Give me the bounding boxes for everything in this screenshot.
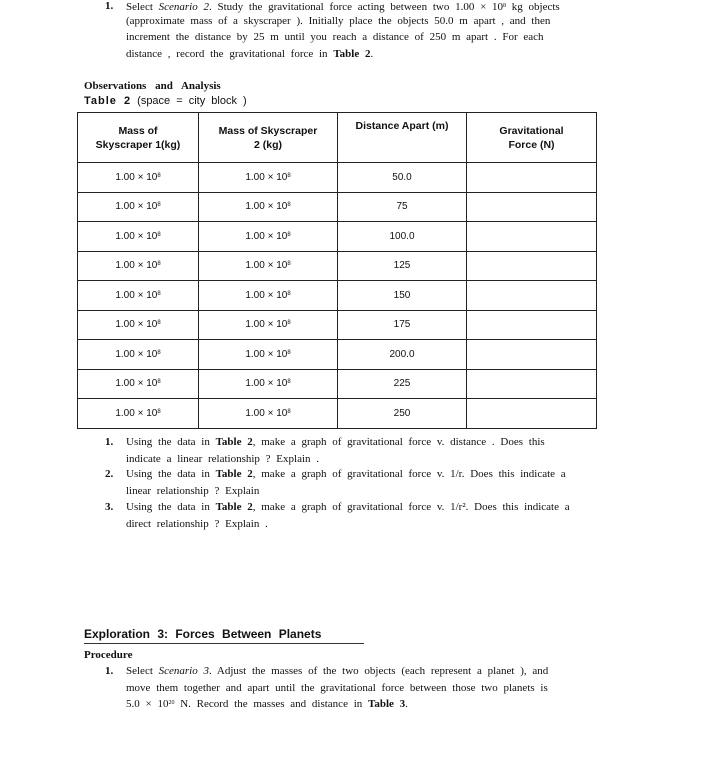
force-cell[interactable] (467, 310, 597, 340)
mass-1-cell: $1.00 \times 10^8$ (78, 340, 199, 370)
table-header-row (78, 113, 597, 163)
question-line: Using the data in Table 2, make a graph of gravitational force v. 1/r². Does this indicate a (126, 501, 570, 513)
force-cell[interactable] (467, 340, 597, 370)
step-line: move them together and apart until the gravitational force between those two planets is (126, 682, 548, 694)
question-line: Using the data in Table 2, make a graph of gravitational force v. 1/r. Does this indicate a (126, 468, 566, 480)
header-distance: Distance Apart (m) (338, 113, 467, 163)
question-line: indicate a linear relationship ? Explain . (126, 453, 320, 465)
exploration-3-title: Exploration 3: Forces Between Planets (84, 627, 322, 641)
observations-heading: Observations and Analysis (84, 80, 221, 92)
distance-cell: 150 (338, 281, 467, 311)
table-row (78, 222, 597, 252)
step-line: Select Scenario 3. Adjust the masses of the two objects (each represent a planet ), and (126, 665, 549, 677)
table-2 (77, 112, 597, 429)
distance-cell: 125 (338, 251, 467, 281)
mass-2-cell: $1.00 \times 10^8$ (199, 369, 338, 399)
table-row (78, 281, 597, 311)
force-cell[interactable] (467, 399, 597, 429)
step-number: 1. (105, 0, 114, 12)
step-line: Select Scenario 2. Study the gravitational force acting between two $1.00 \times 10^8$ kg objects (126, 1, 560, 13)
force-cell[interactable] (467, 222, 597, 252)
table-row (78, 369, 597, 399)
header-force: Gravitational Force (N) (467, 113, 597, 163)
distance-cell: 200.0 (338, 340, 467, 370)
section-divider (84, 643, 364, 644)
mass-1-cell: $1.00 \times 10^8$ (78, 251, 199, 281)
table-row (78, 340, 597, 370)
force-cell[interactable] (467, 192, 597, 222)
table-2-caption: Table 2 (space = city block ) (84, 95, 247, 107)
mass-1-cell: $1.00 \times 10^8$ (78, 369, 199, 399)
table-row (78, 399, 597, 429)
step-number: 1. (105, 665, 114, 677)
distance-cell: 250 (338, 399, 467, 429)
mass-1-cell: $1.00 \times 10^8$ (78, 192, 199, 222)
header-mass-2: Mass of Skyscraper 2 (kg) (199, 113, 338, 163)
question-line: Using the data in Table 2, make a graph of gravitational force v. distance . Does this (126, 436, 545, 448)
step-line: $5.0 \times 10^{20}$ N. Record the masses and distance in Table 3. (126, 698, 408, 710)
mass-1-cell: $1.00 \times 10^8$ (78, 399, 199, 429)
force-cell[interactable] (467, 281, 597, 311)
mass-2-cell: $1.00 \times 10^8$ (199, 281, 338, 311)
table-row (78, 310, 597, 340)
mass-2-cell: $1.00 \times 10^8$ (199, 340, 338, 370)
distance-cell: 100.0 (338, 222, 467, 252)
distance-cell: 175 (338, 310, 467, 340)
question-number: 1. (105, 436, 114, 448)
table-row (78, 192, 597, 222)
step-line: distance , record the gravitational force in Table 2. (126, 48, 374, 60)
mass-2-cell: $1.00 \times 10^8$ (199, 163, 338, 193)
step-line: (approximate mass of a skyscraper ). Initially place the objects 50.0 m apart , and then (126, 15, 551, 27)
mass-2-cell: $1.00 \times 10^8$ (199, 399, 338, 429)
mass-1-cell: $1.00 \times 10^8$ (78, 281, 199, 311)
question-line: direct relationship ? Explain . (126, 518, 268, 530)
question-number: 3. (105, 501, 114, 513)
question-line: linear relationship ? Explain (126, 485, 260, 497)
mass-2-cell: $1.00 \times 10^8$ (199, 310, 338, 340)
table-row (78, 251, 597, 281)
mass-1-cell: $1.00 \times 10^8$ (78, 310, 199, 340)
step-line: increment the distance by 25 m until you reach a distance of 250 m apart . For each (126, 31, 544, 43)
mass-2-cell: $1.00 \times 10^8$ (199, 251, 338, 281)
procedure-heading: Procedure (84, 649, 133, 661)
mass-2-cell: $1.00 \times 10^8$ (199, 192, 338, 222)
question-number: 2. (105, 468, 114, 480)
table-row (78, 163, 597, 193)
distance-cell: 50.0 (338, 163, 467, 193)
force-cell[interactable] (467, 251, 597, 281)
mass-2-cell: $1.00 \times 10^8$ (199, 222, 338, 252)
header-mass-1: Mass of Skyscraper 1(kg) (78, 113, 199, 163)
force-cell[interactable] (467, 163, 597, 193)
mass-1-cell: $1.00 \times 10^8$ (78, 163, 199, 193)
mass-1-cell: $1.00 \times 10^8$ (78, 222, 199, 252)
distance-cell: 225 (338, 369, 467, 399)
force-cell[interactable] (467, 369, 597, 399)
distance-cell: 75 (338, 192, 467, 222)
